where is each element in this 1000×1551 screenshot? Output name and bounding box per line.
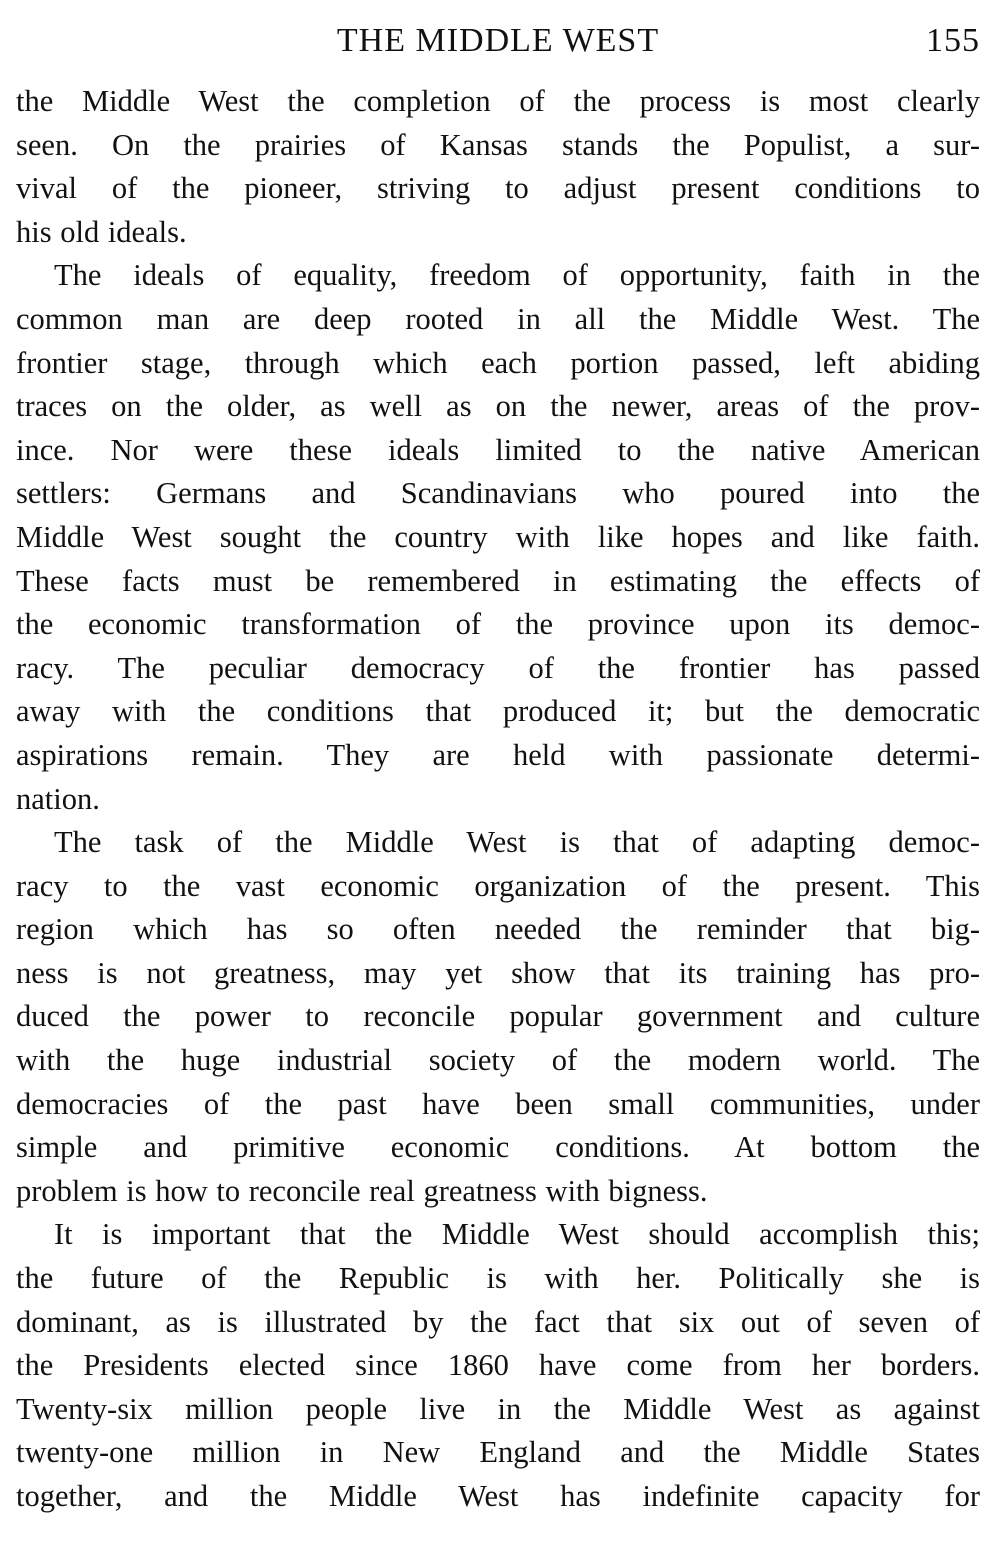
paragraph	[16, 821, 980, 1213]
text-line: the future of the Republic is with her. Politically she is	[16, 1261, 980, 1296]
text-line: aspirations remain. They are held with passionate determi-	[16, 737, 980, 772]
text-line: common man are deep rooted in all the Middle West. The	[16, 301, 980, 336]
text-line: together, and the Middle West has indefinite capacity for	[16, 1479, 980, 1513]
text-line: Middle West sought the country with like hopes and like faith.	[16, 519, 980, 554]
text-line: twenty-one million in New England and the Middle States	[16, 1435, 980, 1470]
text-line: with the huge industrial society of the modern world. The	[16, 1043, 980, 1078]
text-line: the Middle West the completion of the process is most clearly	[16, 84, 980, 118]
text-line: away with the conditions that produced it; but the democratic	[16, 694, 980, 729]
running-head: THE MIDDLE WEST	[336, 22, 660, 59]
text-line: These facts must be remembered in estimating the effects of	[16, 563, 980, 598]
text-line: democracies of the past have been small communities, under	[16, 1086, 980, 1121]
text-line: racy. The peculiar democracy of the frontier has passed	[16, 650, 980, 685]
text-line: traces on the older, as well as on the newer, areas of the prov-	[16, 389, 980, 424]
body-text	[16, 80, 980, 1519]
text-line: his old ideals.	[16, 214, 187, 249]
text-line: ness is not greatness, may yet show that its training has pro-	[16, 955, 980, 990]
text-line: region which has so often needed the reminder that big-	[16, 912, 980, 947]
text-line: racy to the vast economic organization of the present. This	[16, 868, 980, 903]
paragraph	[16, 1213, 980, 1518]
text-line: The task of the Middle West is that of adapting democ-	[54, 825, 980, 860]
text-line: dominant, as is illustrated by the fact that six out of seven of	[16, 1304, 980, 1339]
text-line: vival of the pioneer, striving to adjust present conditions to	[16, 171, 980, 206]
text-line: It is important that the Middle West should accomplish this;	[54, 1217, 980, 1252]
text-line: The ideals of equality, freedom of opportunity, faith in the	[54, 258, 980, 293]
text-line: seen. On the prairies of Kansas stands the Populist, a sur-	[16, 127, 980, 162]
text-line: settlers: Germans and Scandinavians who poured into the	[16, 476, 980, 511]
paragraph	[16, 80, 980, 254]
text-line: nation.	[16, 781, 100, 816]
page-number: 155	[926, 22, 980, 59]
text-line: duced the power to reconcile popular government and culture	[16, 999, 980, 1034]
text-line: the Presidents elected since 1860 have come from her borders.	[16, 1348, 980, 1383]
text-line: Twenty-six million people live in the Middle West as against	[16, 1391, 980, 1426]
text-line: frontier stage, through which each portion passed, left abiding	[16, 345, 980, 380]
text-line: the economic transformation of the province upon its democ-	[16, 607, 980, 642]
paragraph	[16, 254, 980, 821]
text-line: simple and primitive economic conditions. At bottom the	[16, 1130, 980, 1165]
text-line: problem is how to reconcile real greatness with bigness.	[16, 1173, 708, 1208]
text-line: ince. Nor were these ideals limited to the native American	[16, 432, 980, 467]
page-header	[16, 14, 980, 68]
